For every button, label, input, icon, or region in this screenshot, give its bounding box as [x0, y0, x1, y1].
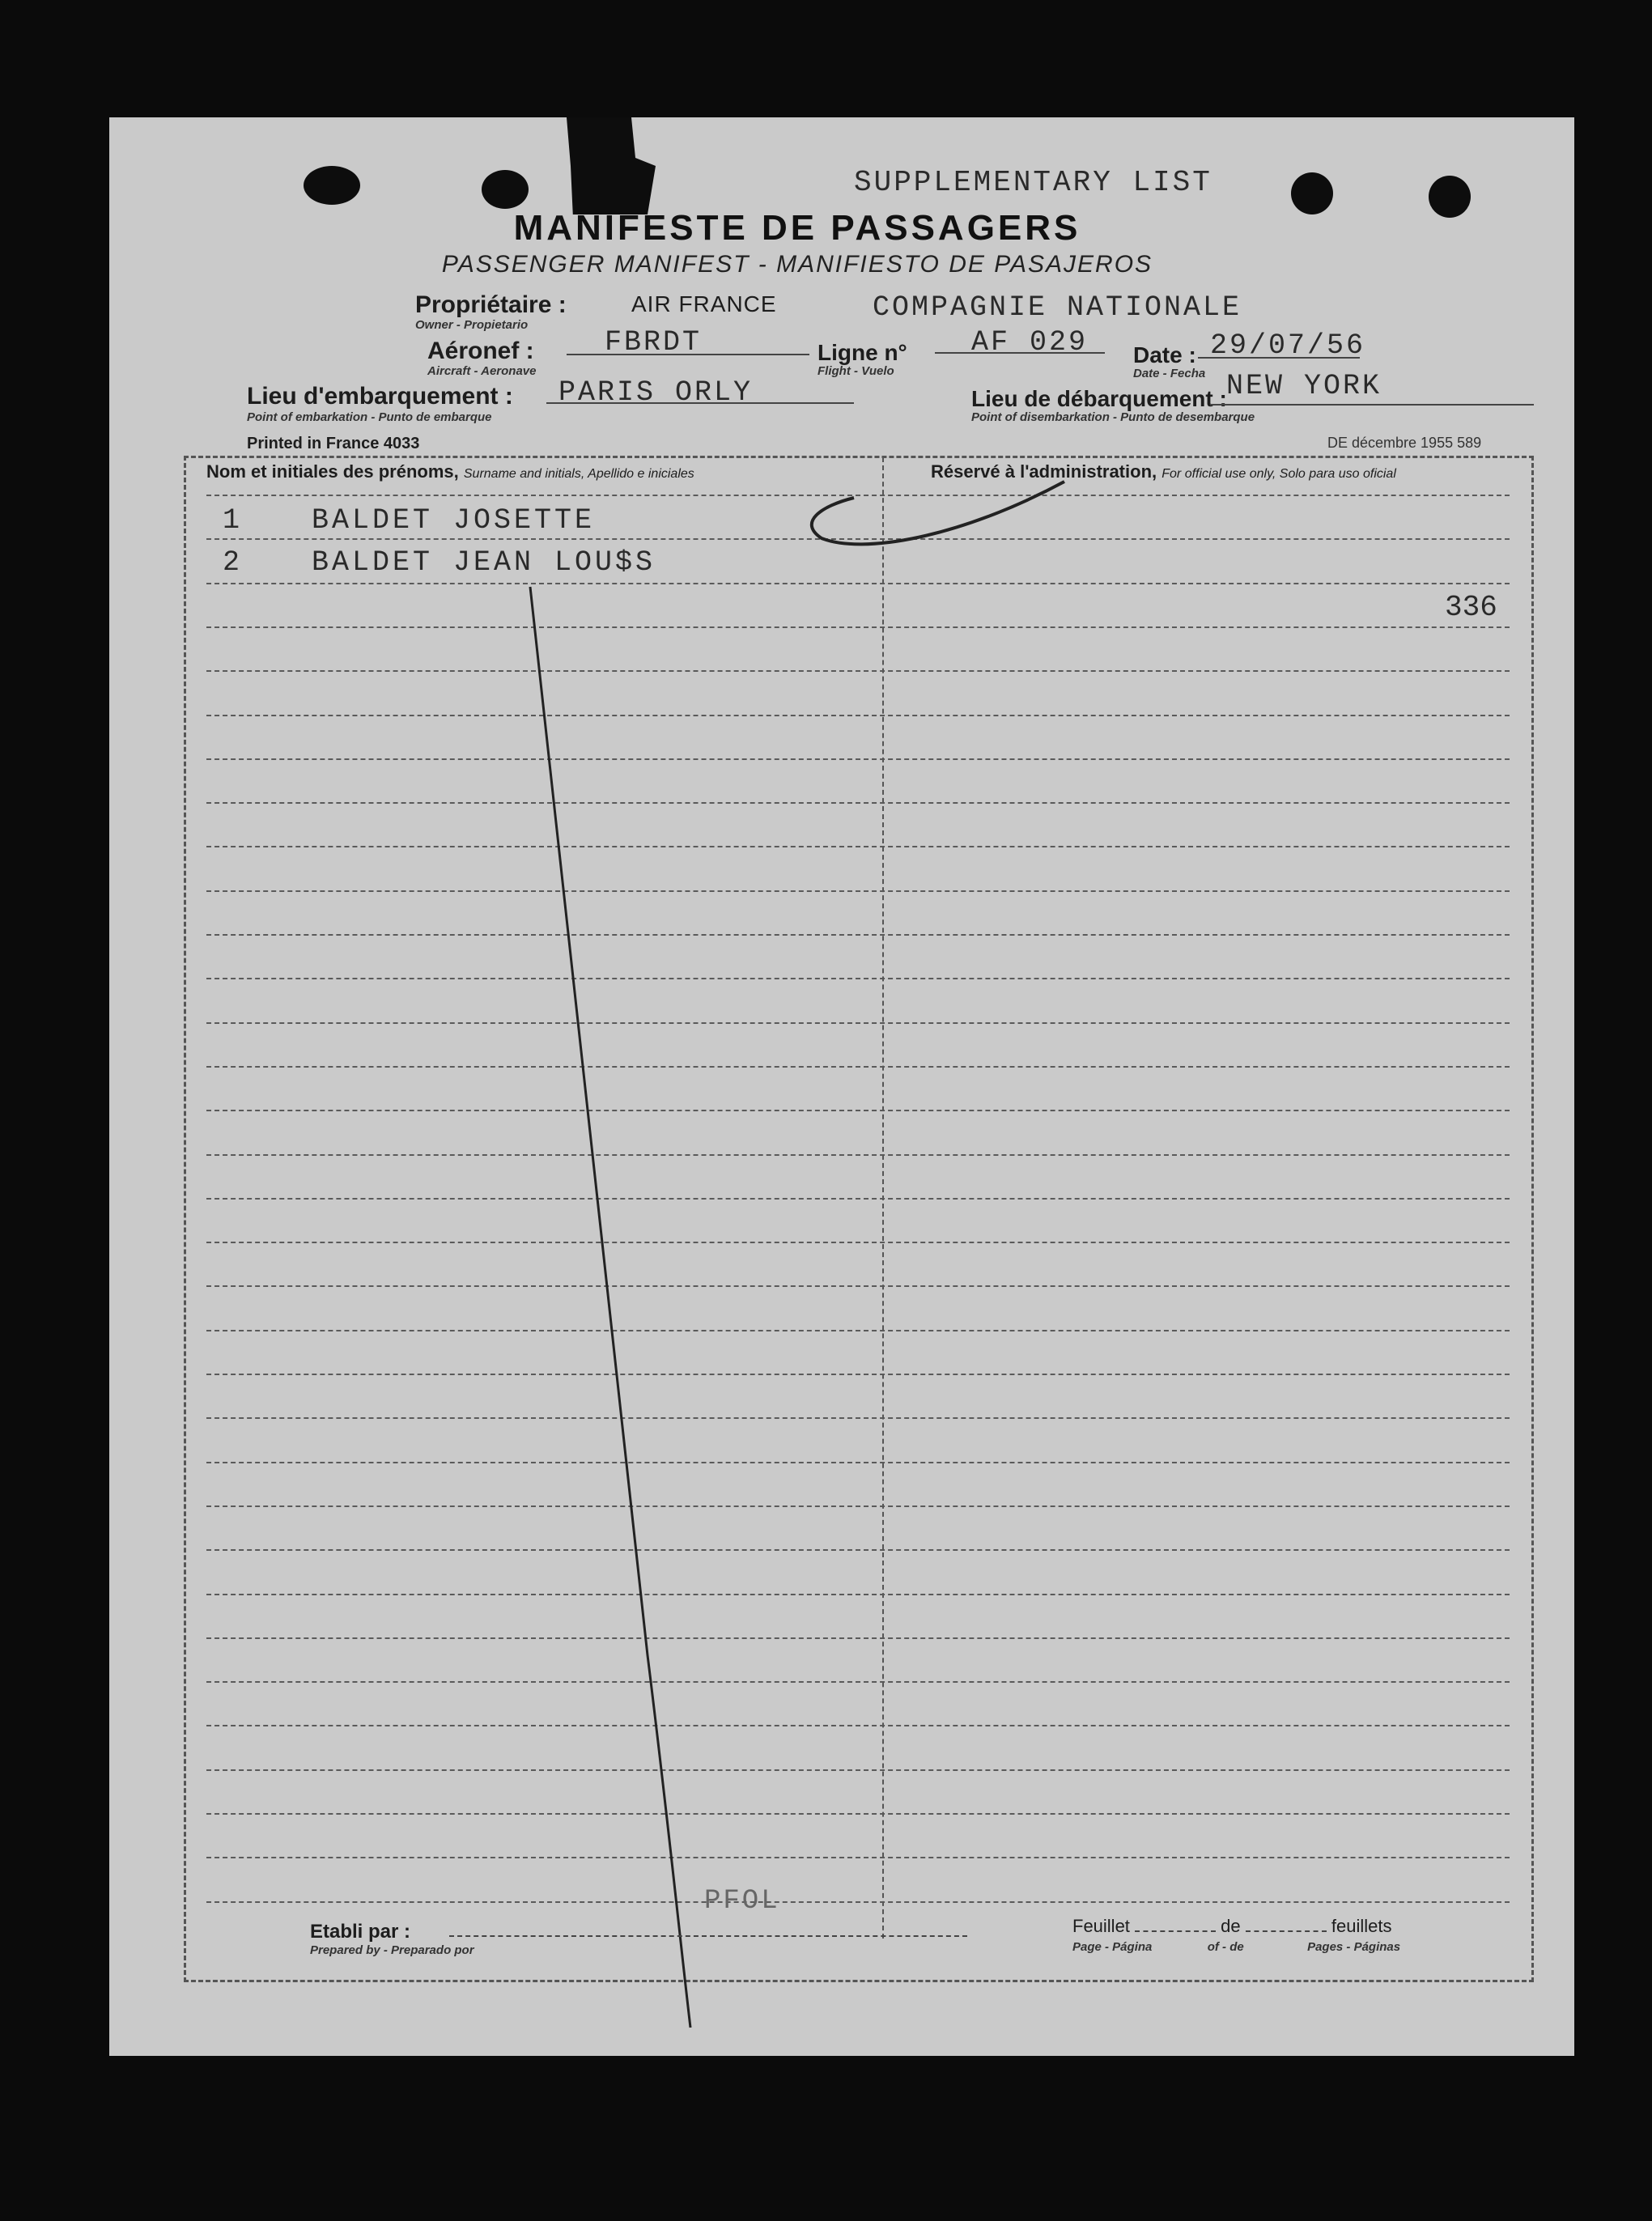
row-number-2: 2 — [223, 546, 244, 579]
flight-sublabel: Flight - Vuelo — [818, 364, 894, 378]
disembarkation-value: NEW YORK — [1226, 370, 1382, 402]
owner-typed-value: COMPAGNIE NATIONALE — [873, 291, 1242, 324]
form-subtitle: PASSENGER MANIFEST - MANIFIESTO DE PASAJEROS — [441, 251, 1153, 278]
row-number-1: 1 — [223, 504, 244, 537]
sheet-count — [1072, 1916, 1392, 1937]
col-admin-header-italic: For official use only, Solo para uso oficial — [1161, 467, 1396, 481]
admin-note: 336 — [1445, 591, 1497, 624]
pen-marks — [109, 117, 1574, 2056]
sheet-sublabel: Page - Página — [1072, 1940, 1153, 1954]
sheet-sub-de: of - de — [1207, 1940, 1244, 1954]
flight-value: AF 029 — [971, 326, 1089, 359]
sheet-count-sublabel — [1072, 1940, 1400, 1954]
date-value: 29/07/56 — [1210, 329, 1366, 362]
embarkation-sublabel: Point of embarkation - Punto de embarque — [247, 410, 492, 424]
disembarkation-label: Lieu de débarquement : — [971, 386, 1227, 411]
sheet-de: de — [1221, 1916, 1241, 1936]
prepared-by-sublabel: Prepared by - Preparado por — [310, 1943, 474, 1957]
disembarkation-sublabel: Point of disembarkation - Punto de desembarque — [971, 410, 1255, 424]
prepared-by-label: Etabli par : — [310, 1921, 411, 1943]
passenger-name-2: BALDET JEAN LOU$S — [312, 546, 656, 579]
sheet-sub-pages: Pages - Páginas — [1307, 1940, 1401, 1954]
prepared-by-line — [449, 1935, 967, 1937]
embarkation-label: Lieu d'embarquement : — [247, 383, 513, 410]
flight-label: Ligne n° — [818, 340, 907, 365]
date-sublabel: Date - Fecha — [1133, 367, 1206, 380]
sheet-feuillets: feuillets — [1331, 1916, 1392, 1936]
sheet-label: Feuillet — [1072, 1916, 1130, 1936]
aircraft-label: Aéronef : — [427, 338, 534, 364]
footer-initials: PFOL — [704, 1886, 780, 1917]
owner-printed-value: AIR FRANCE — [631, 291, 777, 316]
supplementary-stamp: SUPPLEMENTARY LIST — [854, 166, 1212, 199]
owner-label: Propriétaire : — [415, 291, 567, 318]
col-name-header-italic: Surname and initials, Apellido e iniciales — [463, 467, 694, 481]
passenger-name-1: BALDET JOSETTE — [312, 504, 596, 537]
embarkation-value: PARIS ORLY — [558, 376, 754, 409]
form-reference: DE décembre 1955 589 — [1327, 435, 1482, 451]
owner-sublabel: Owner - Propietario — [415, 318, 529, 332]
manifest-sheet — [109, 117, 1574, 2056]
aircraft-value: FBRDT — [605, 326, 703, 359]
col-admin-header-bold: Réservé à l'administration, — [931, 461, 1157, 482]
printed-in-note: Printed in France 4033 — [247, 435, 420, 452]
col-name-header-bold: Nom et initiales des prénoms, — [206, 461, 459, 482]
aircraft-sublabel: Aircraft - Aeronave — [427, 364, 537, 378]
date-label: Date : — [1133, 342, 1196, 367]
form-title: MANIFESTE DE PASSAGERS — [513, 208, 1081, 248]
